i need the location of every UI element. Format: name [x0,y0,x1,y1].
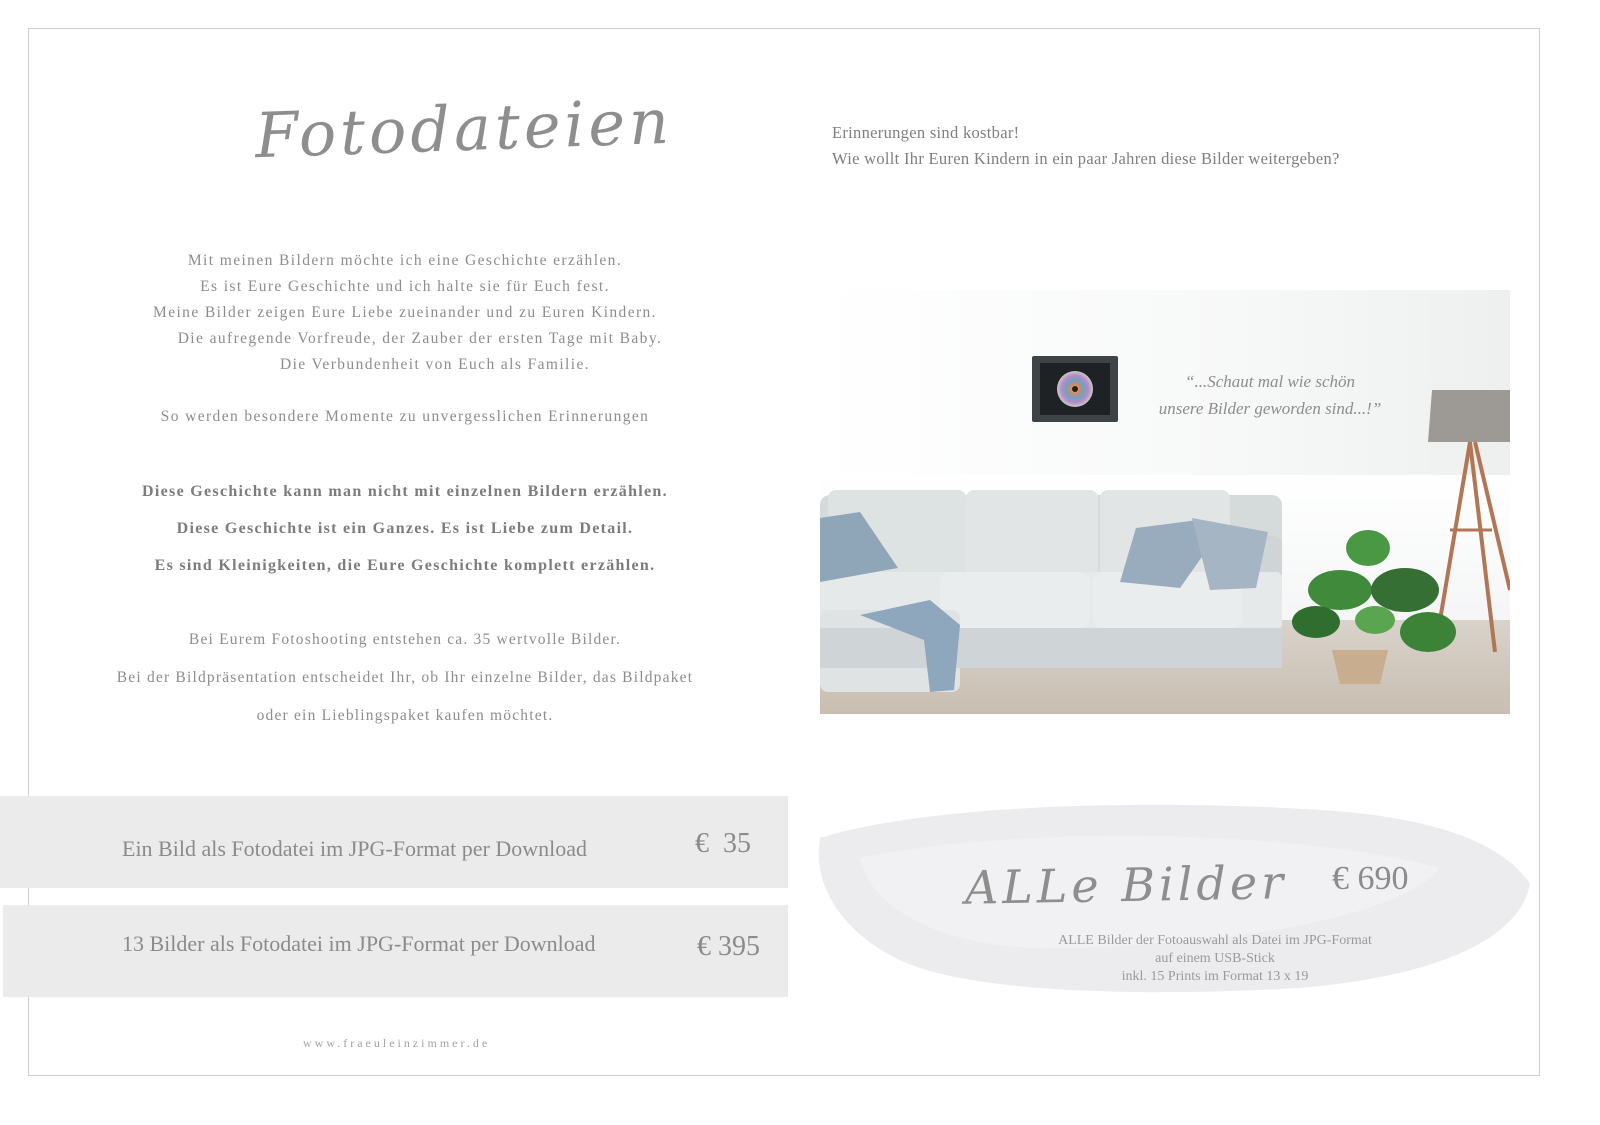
package-details [1020,932,1410,986]
story-line: Es ist Eure Geschichte und ich halte sie für Euch fest. [200,278,610,295]
quote-line: unsere Bilder geworden sind...!” [1158,399,1382,418]
package-detail-line: ALLE Bilder der Fotoauswahl als Datei im JPG-Format [1058,933,1372,948]
info-line: oder ein Lieblingspaket kaufen möchtet. [256,707,554,724]
living-room-illustration [820,290,1510,714]
intro-text [832,120,1340,172]
story-line: Mit meinen Bildern möchte ich eine Geschichte erzählen. [187,252,623,269]
story-emphasis [95,473,715,584]
moments-line: So werden besondere Momente zu unvergesslichen Erinnerungen [160,408,650,425]
offer-single-bar [0,796,788,888]
intro-line: Wie wollt Ihr Euren Kindern in ein paar Jahren diese Bilder weitergeben? [832,149,1340,168]
sofa [820,490,1282,692]
quote-line: “...Schaut mal wie schön [1185,372,1355,391]
story-line: Die aufregende Vorfreude, der Zauber der ersten Tage mit Baby. [177,330,663,347]
moments-text [95,404,715,430]
offer-single-price: € 35 [695,828,751,859]
package-price: € 690 [1332,860,1409,897]
story-line: Die Verbundenheit von Euch als Familie. [279,356,590,373]
page-title: Fotodateien [253,84,675,173]
info-line: Bei Eurem Fotoshooting entstehen ca. 35 wertvolle Bilder. [188,631,622,648]
intro-line: Erinnerungen sind kostbar! [832,123,1020,142]
living-room-image [820,290,1510,714]
offer-single-label: Ein Bild als Fotodatei im JPG-Format per Download [122,836,588,861]
offer-bundle-bar [3,905,788,997]
package-title: ALLe Bilder [964,855,1288,915]
emphasis-line: Diese Geschichte kann man nicht mit einzelnen Bildern erzählen. [142,483,668,500]
offer-bundle-price: € 395 [697,931,760,962]
framed-disc [1032,356,1118,422]
emphasis-line: Diese Geschichte ist ein Ganzes. Es ist Liebe zum Detail. [176,520,634,537]
package-detail-line: auf einem USB-Stick [1155,951,1275,966]
story-text [95,248,715,378]
info-line: Bei der Bildpräsentation entscheidet Ihr, ob Ihr einzelne Bilder, das Bildpaket [116,669,694,686]
offer-bundle-label: 13 Bilder als Fotodatei im JPG-Format per Download [122,931,596,956]
website-url: www.fraeuleinzimmer.de [303,1036,491,1050]
package-detail-line: inkl. 15 Prints im Format 13 x 19 [1121,969,1309,984]
emphasis-line: Es sind Kleinigkeiten, die Eure Geschichte komplett erzählen. [154,557,656,574]
story-line: Meine Bilder zeigen Eure Liebe zueinander und zu Euren Kindern. [153,304,657,321]
quote-text [1140,368,1400,422]
shooting-info [95,621,715,735]
